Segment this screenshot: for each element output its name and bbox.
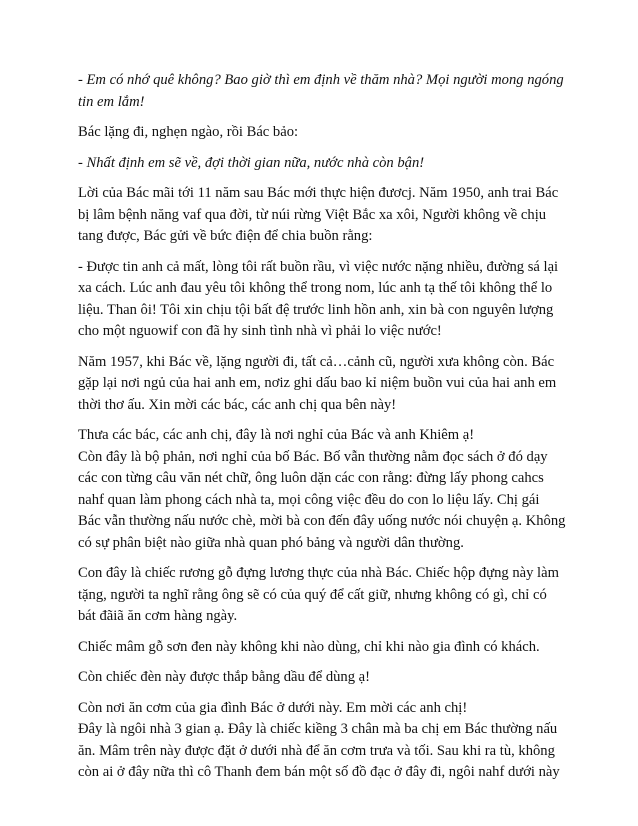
text-line: ăn. Mâm trên này được đặt ở dưới nhà để ăn cơm trưa và tối. Sau khi ra tù, không: [78, 742, 555, 759]
paragraph-9: [78, 637, 566, 659]
paragraph-4: [78, 183, 566, 248]
text-line: - Em có nhớ quê không? Bao giờ thì em định về thăm nhà? Mọi người mong ngóng: [78, 72, 564, 88]
text-line: Bác vẫn thường nấu nước chè, mời bà con đến đây uống nước nói chuyện ạ. Không: [78, 513, 566, 529]
text-line: liệu. Than ôi! Tôi xin chịu tội bất đệ trước linh hồn anh, xin bà con nguyên lượng: [78, 301, 554, 318]
text-line: Chiếc mâm gỗ sơn đen này không khi nào dùng, chỉ khi nào gia đình có khách.: [78, 638, 540, 655]
text-line: tang được, Bác gửi về bức điện để chia buồn rằng:: [78, 228, 373, 244]
text-line: Bác lặng đi, nghẹn ngào, rồi Bác bảo:: [78, 124, 299, 140]
text-line: còn ai ở đây nữa thì cô Thanh đem bán một số đồ đạc ở đây đi, ngôi nahf dưới này: [78, 764, 560, 780]
text-line: có sự phân biệt nào giữa nhà quan phó bảng và người dân thường.: [78, 534, 464, 551]
text-line: - Được tin anh cả mất, lòng tôi rất buồn rầu, vì việc nước nặng nhiều, đường sá lại: [78, 258, 559, 275]
text-line: - Nhất định em sẽ về, đợi thời gian nữa, nước nhà còn bận!: [78, 154, 425, 171]
text-line: Thưa các bác, các anh chị, đây là nơi nghỉ của Bác và anh Khiêm ạ!: [78, 427, 475, 443]
text-line: Lời của Bác mãi tới 11 năm sau Bác mới thực hiện đươcj. Năm 1950, anh trai Bác: [78, 185, 559, 201]
text-line: Còn nơi ăn cơm của gia đình Bác ở dưới này. Em mời các anh chị!: [78, 699, 468, 716]
text-line: cho một nguowif con đã hy sinh tình nhà vì phải lo việc nước!: [78, 323, 442, 339]
text-line: gặp lại nơi ngủ của hai anh em, nơiz ghi dấu bao kỉ niệm buồn vui của hai anh em: [78, 375, 557, 391]
text-line: thời thơ ấu. Xin mời các bác, các anh chị qua bên này!: [78, 396, 397, 413]
text-line: nahf quan làm phong cách nhà ta, mọi công việc đều do con lo liệu lấy. Chị gái: [78, 491, 540, 508]
paragraph-2: [78, 122, 566, 144]
text-line: Còn chiếc đèn này được thắp bằng dầu để dùng ạ!: [78, 669, 371, 685]
text-line: xa cách. Lúc anh đau yêu tôi không thể trong nom, lúc anh tạ thế tôi không thể lo: [78, 280, 553, 296]
text-line: Đây là ngôi nhà 3 gian ạ. Đây là chiếc kiềng 3 chân mà ba chị em Bác thường nấu: [78, 721, 558, 737]
text-line: bát đãiã ăn cơm hàng ngày.: [78, 608, 238, 624]
paragraph-3: [78, 153, 566, 175]
paragraph-8: [78, 563, 566, 628]
paragraph-5: [78, 257, 566, 343]
text-line: bị lâm bệnh năng vaf qua đời, từ núi rừng Việt Bắc xa xôi, Người không về chịu: [78, 206, 547, 223]
paragraph-7: [78, 425, 566, 554]
text-line: các con từng câu văn nét chữ, ông luôn dặn các con rằng: đừng lấy phong cahcs: [78, 470, 544, 486]
text-line: Còn đây là bộ phản, nơi nghỉ của bố Bác. Bố vẫn thường nằm đọc sách ở đó dạy: [78, 448, 548, 465]
text-line: Con đây là chiếc rương gỗ đựng lương thực của nhà Bác. Chiếc hộp đựng này làm: [78, 565, 559, 581]
paragraph-1: [78, 70, 566, 113]
document-page: [78, 70, 566, 793]
paragraph-10: [78, 667, 566, 689]
paragraph-6: [78, 352, 566, 417]
text-line: tin em lắm!: [78, 93, 145, 110]
text-line: tặng, người ta nghĩ rằng ông sẽ có của quý để cất giữ, nhưng không có gì, chỉ có: [78, 586, 547, 603]
text-line: Năm 1957, khi Bác về, lặng người đi, tất cả…cảnh cũ, người xưa không còn. Bác: [78, 353, 555, 370]
paragraph-11: [78, 698, 566, 784]
